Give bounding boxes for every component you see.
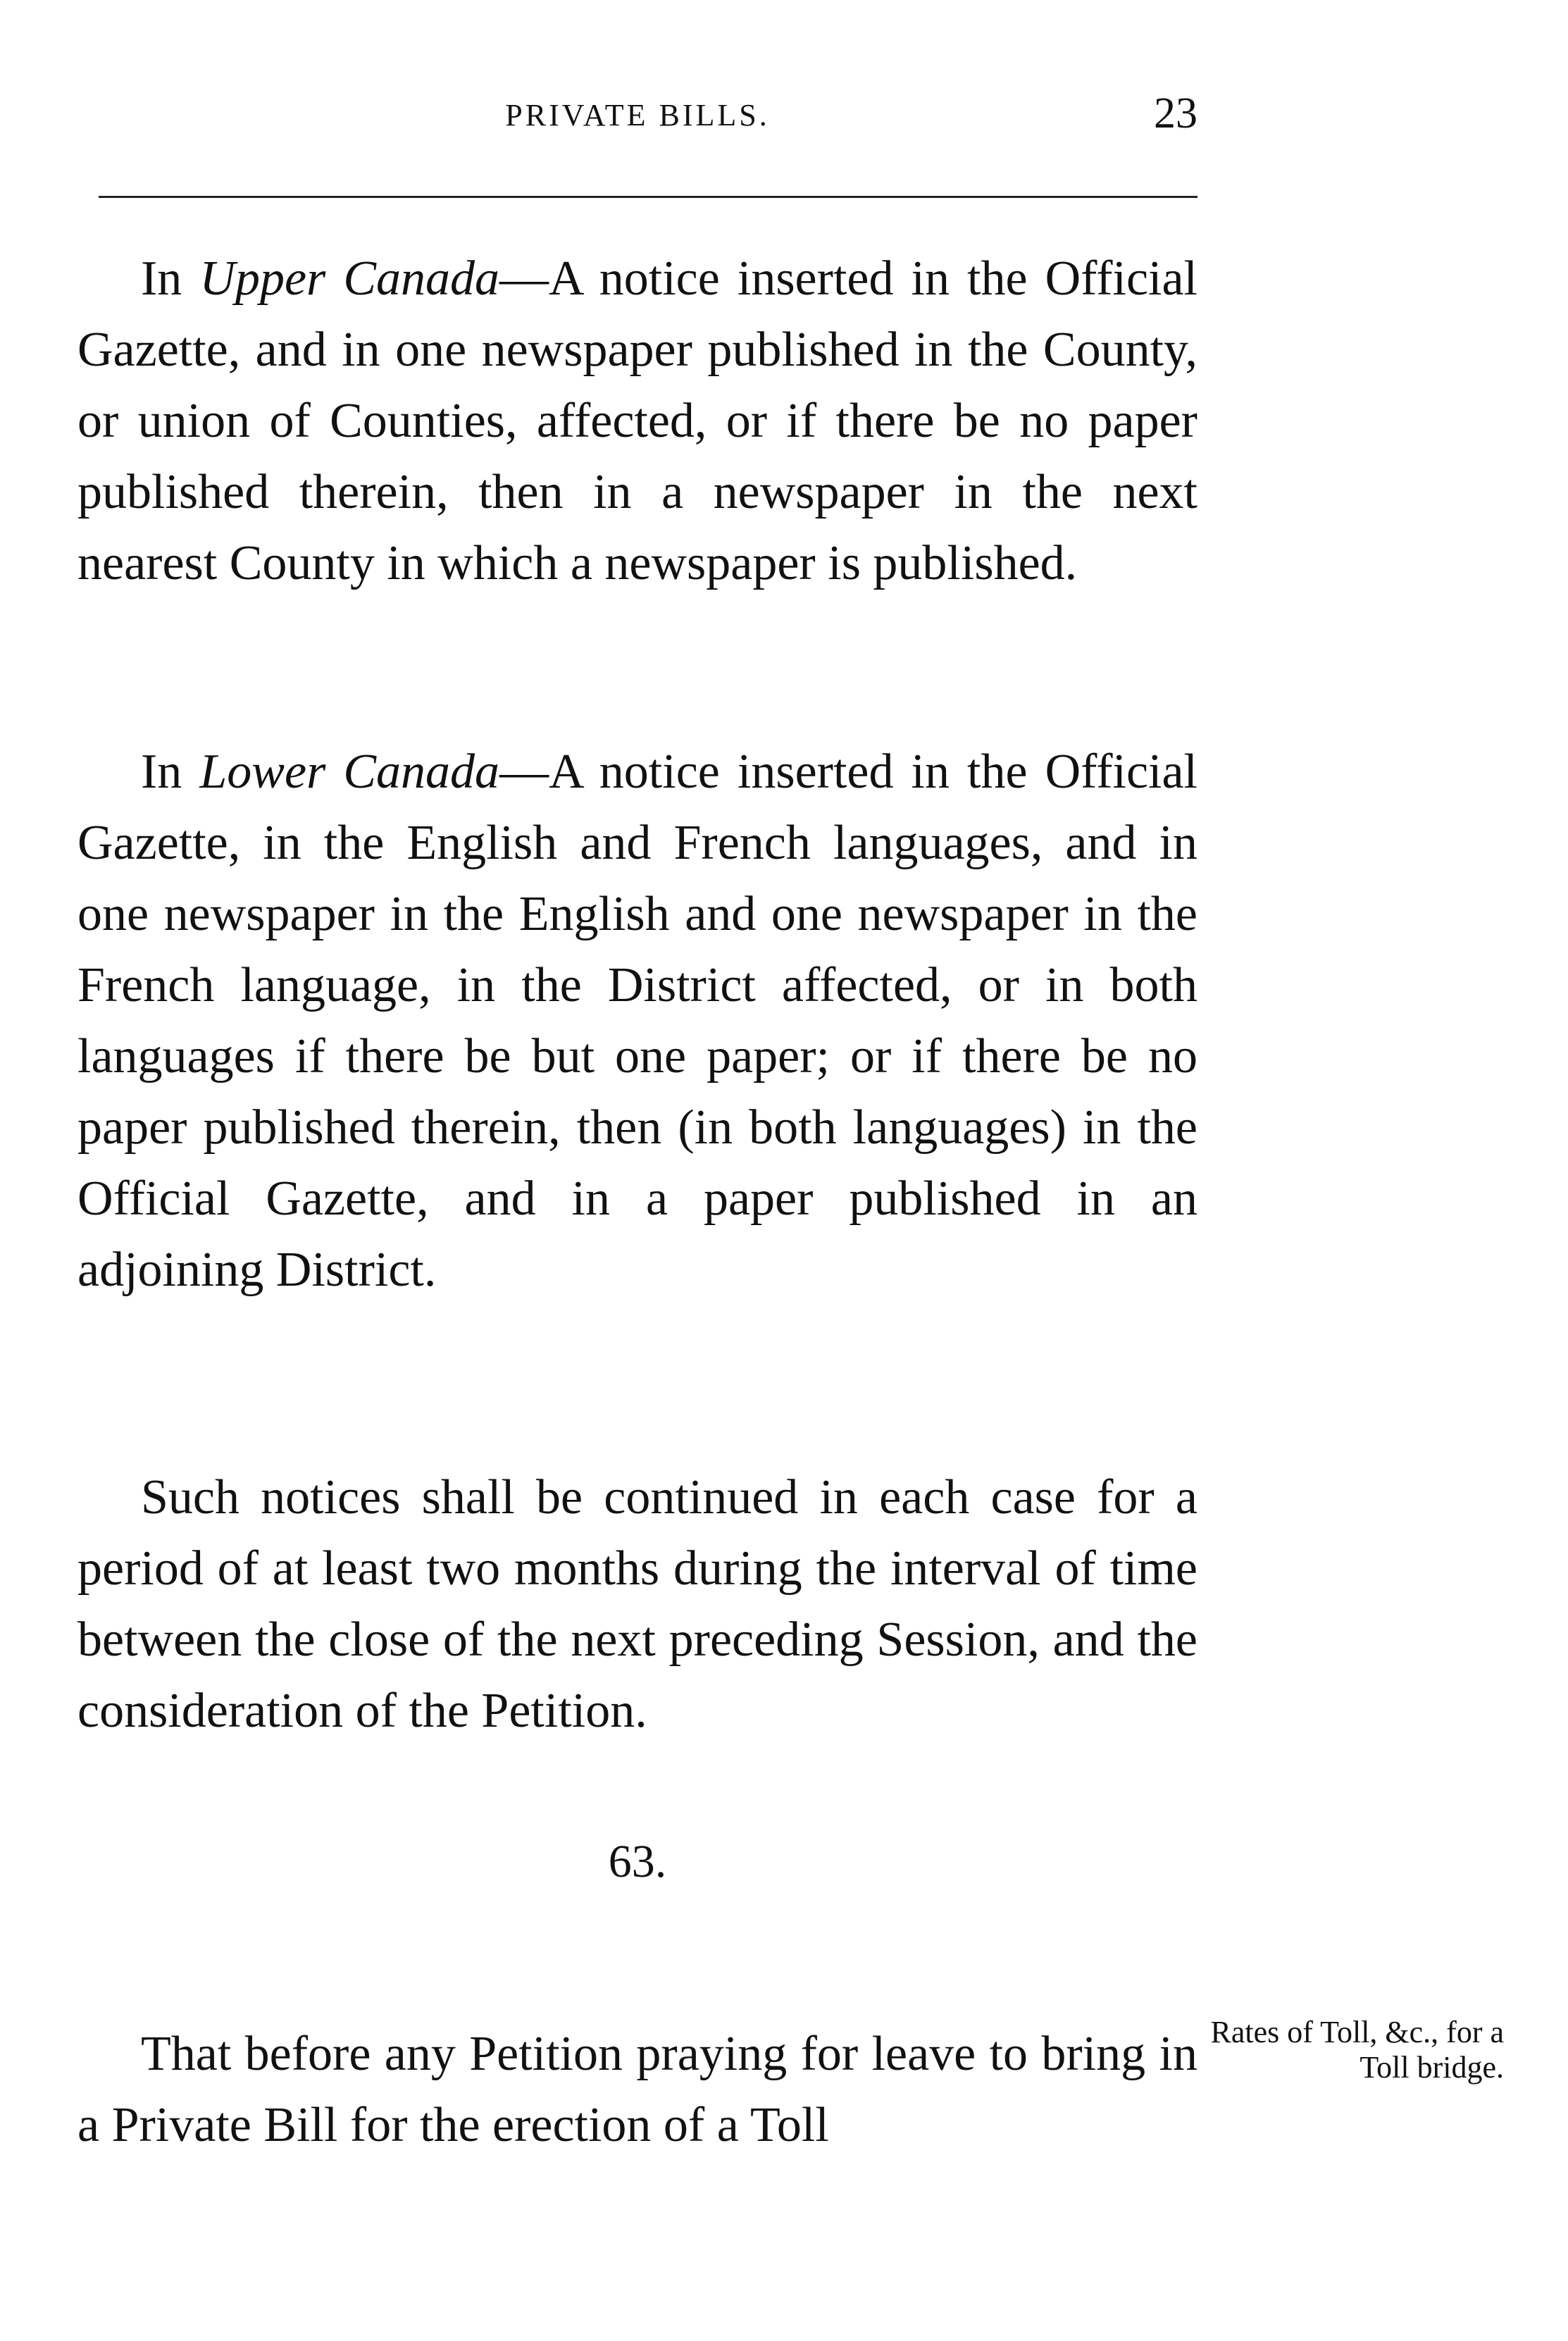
paragraph-lead-prefix: In <box>141 252 200 306</box>
paragraph-text: —A notice inserted in the Official Gazette, in the English and French languages, and in one newspaper in the English and one newspaper in the French language, in the District affected, or in both languages if there be but one paper; or if there be no paper published therein, then (in both languages) in the Official Gazette, and in a paper published in an adjoining District. <box>77 745 1198 1297</box>
paragraph-section-63 <box>77 2018 1197 2161</box>
paragraph-lower-canada <box>77 736 1197 1305</box>
paragraph-text: Such notices shall be continued in each case for a period of at least two months during the interval of time between the close of the next preceding Session, and the consideration of the Petition. <box>77 1470 1197 1738</box>
paragraph-notice-duration <box>77 1462 1197 1746</box>
section-number: 63. <box>608 1836 667 1887</box>
running-title: PRIVATE BILLS. <box>505 98 770 132</box>
paragraph-text: That before any Petition praying for leave to bring in a Private Bill for the erection of a Toll <box>77 2027 1197 2152</box>
paragraph-lead-prefix: In <box>141 745 200 799</box>
paragraph-lead-italic: Upper Canada <box>199 252 500 306</box>
page-number: 23 <box>1154 89 1197 137</box>
paragraph-lead-italic: Lower Canada <box>199 745 500 799</box>
header-rule <box>99 196 1197 198</box>
margin-note: Rates of Toll, &c., for a Toll bridge. <box>1210 2015 1504 2085</box>
paragraph-text: —A notice inserted in the Official Gazette, and in one newspaper published in the County, or union of Counties, affected, or if there be no paper published therein, then in a newspaper in the next nearest County in which a newspaper is published. <box>77 252 1198 590</box>
running-head <box>77 85 1197 148</box>
paragraph-upper-canada <box>77 243 1197 599</box>
